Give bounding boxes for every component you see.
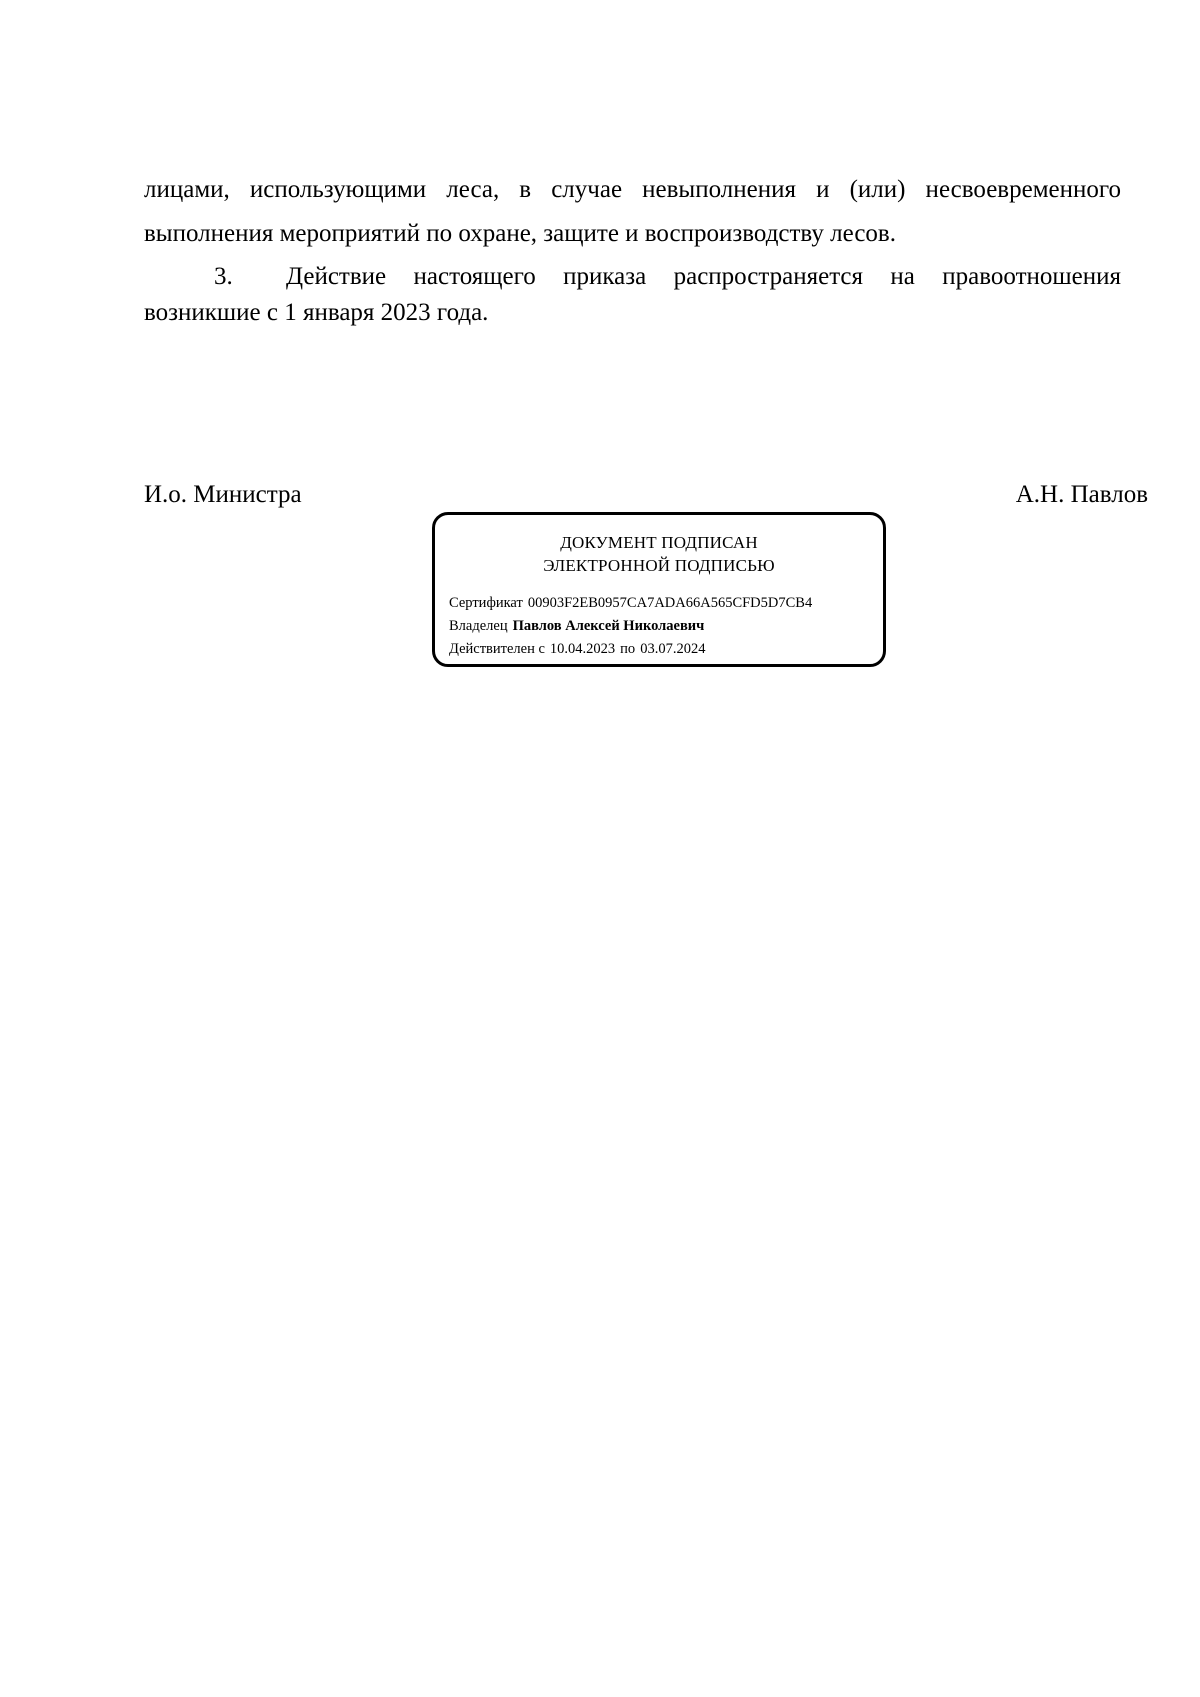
valid-to-label: по bbox=[620, 641, 636, 657]
certificate-label: Сертификат bbox=[449, 595, 523, 611]
stamp-title-line-2: ЭЛЕКТРОННОЙ ПОДПИСЬЮ bbox=[543, 556, 775, 575]
stamp-validity-row bbox=[449, 639, 705, 659]
paragraph-text: Действие настоящего приказа распространяется на правоотношения возникшие с 1 января 2023 года. bbox=[144, 263, 1121, 326]
electronic-signature-stamp bbox=[432, 512, 886, 667]
signatory-position: И.о. Министра bbox=[144, 481, 302, 508]
certificate-value: 00903F2EB0957CA7ADA66A565CFD5D7CB4 bbox=[527, 595, 813, 611]
owner-label: Владелец bbox=[449, 618, 508, 634]
paragraph-continuation: лицами, использующими леса, в случае невыполнения и (или) несвоевременного выполнения мероприятий по охране, защите и воспроизводству лесов. bbox=[144, 176, 1121, 247]
paragraph-item-3 bbox=[144, 259, 1121, 331]
stamp-owner-row bbox=[449, 616, 704, 636]
valid-from: 10.04.2023 bbox=[549, 641, 616, 657]
stamp-title-line-1: ДОКУМЕНТ ПОДПИСАН bbox=[560, 533, 758, 552]
valid-to: 03.07.2024 bbox=[640, 641, 706, 657]
paragraph-number: 3. bbox=[214, 263, 233, 290]
valid-label: Действителен с bbox=[449, 641, 545, 657]
stamp-certificate-row bbox=[449, 593, 812, 613]
signatory-name: А.Н. Павлов bbox=[1015, 481, 1148, 508]
owner-value: Павлов Алексей Николаевич bbox=[512, 618, 705, 634]
